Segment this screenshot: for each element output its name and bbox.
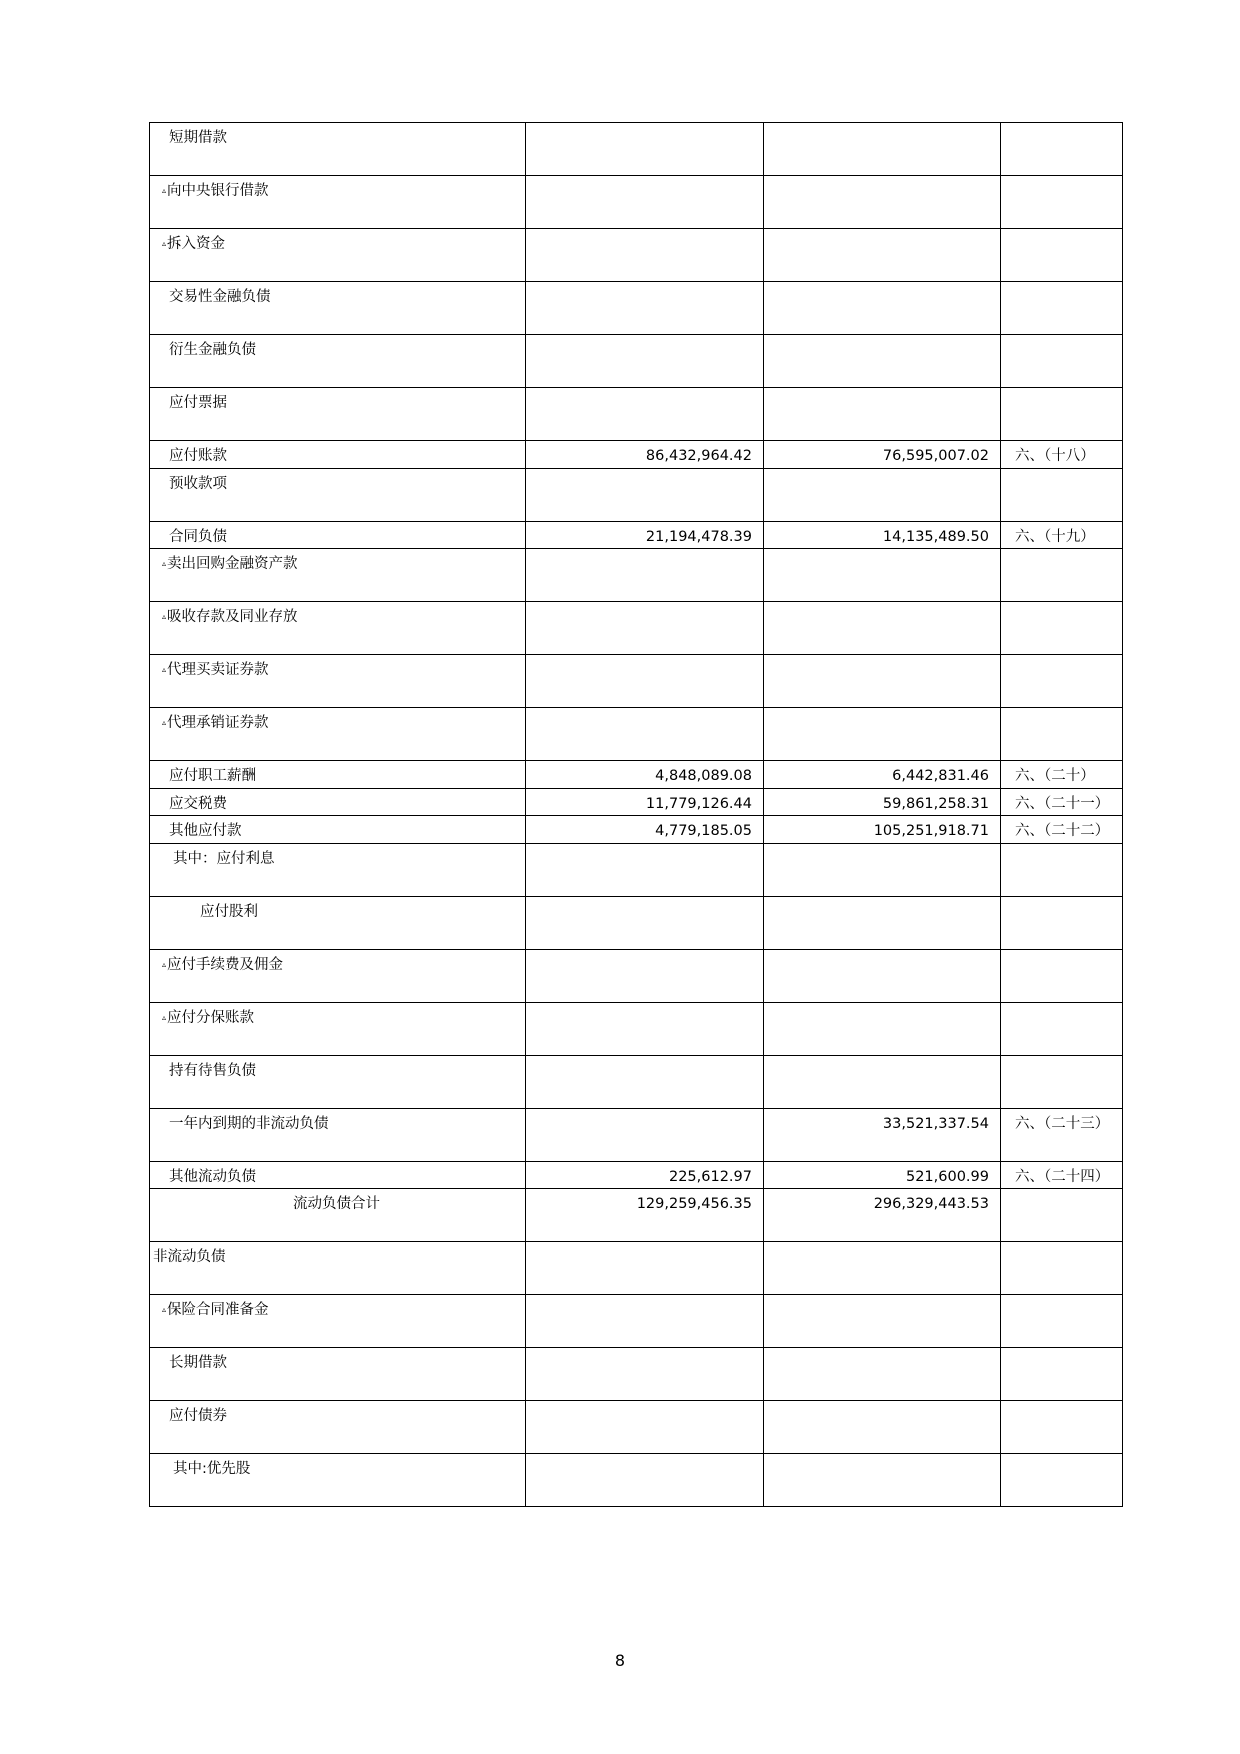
table-cell <box>150 388 526 441</box>
note-ref <box>1001 229 1122 235</box>
item-name: ▵ 应付手续费及佣金 <box>150 950 525 974</box>
table-cell <box>526 655 764 708</box>
item-name: 非流动负债 <box>153 1249 226 1265</box>
note-ref <box>1001 1242 1122 1248</box>
note-ref <box>1001 655 1122 661</box>
table-cell <box>764 708 1001 761</box>
current-amount: 4,779,185.05 <box>655 823 752 839</box>
item-name: 应付票据 <box>169 395 227 411</box>
table-cell <box>1001 282 1123 335</box>
item-name: 衍生金融负债 <box>169 342 256 358</box>
table-cell <box>526 1295 764 1348</box>
table-cell <box>526 1055 764 1108</box>
current-amount <box>526 1003 763 1009</box>
table-cell <box>526 123 764 176</box>
table-row <box>150 468 1123 521</box>
table-cell <box>526 521 764 549</box>
note-ref <box>1001 1003 1122 1009</box>
table-cell <box>764 655 1001 708</box>
previous-amount <box>764 1401 1000 1407</box>
table-cell <box>150 1348 526 1401</box>
table-cell <box>764 229 1001 282</box>
previous-amount <box>764 708 1000 714</box>
table-cell <box>526 1002 764 1055</box>
item-name: 流动负债合计 <box>293 1196 380 1212</box>
previous-amount <box>764 950 1000 956</box>
table-cell <box>764 441 1001 469</box>
table-cell <box>1001 896 1123 949</box>
table-row <box>150 655 1123 708</box>
previous-amount: 296,329,443.53 <box>873 1196 989 1212</box>
item-name: 预收款项 <box>169 475 227 492</box>
note-ref <box>1001 1454 1122 1460</box>
current-amount <box>526 655 763 661</box>
current-amount <box>526 1295 763 1301</box>
table-cell <box>150 1242 526 1295</box>
item-name: 其他应付款 <box>169 823 242 839</box>
table-cell <box>526 602 764 655</box>
table-cell <box>1001 1348 1123 1401</box>
table-cell <box>150 816 526 844</box>
previous-amount <box>764 176 1000 182</box>
note-ref <box>1001 1401 1122 1407</box>
table-cell <box>526 896 764 949</box>
table-cell <box>526 282 764 335</box>
item-name: 一年内到期的非流动负债 <box>169 1115 329 1132</box>
table-cell <box>150 1295 526 1348</box>
table-cell <box>764 521 1001 549</box>
table-row <box>150 1454 1123 1507</box>
note-ref <box>1001 708 1122 714</box>
table-row <box>150 176 1123 229</box>
table-row <box>150 441 1123 469</box>
table-cell <box>150 1055 526 1108</box>
table-cell <box>150 843 526 896</box>
current-amount: 86,432,964.42 <box>645 448 752 464</box>
current-amount <box>526 469 763 475</box>
table-row <box>150 1002 1123 1055</box>
item-name: ▵ 应付分保账款 <box>150 1003 525 1027</box>
table-cell <box>1001 335 1123 388</box>
table-cell <box>526 949 764 1002</box>
table-row <box>150 896 1123 949</box>
table-row <box>150 1401 1123 1454</box>
item-name: 合同负债 <box>169 528 227 545</box>
table-cell <box>1001 816 1123 844</box>
table-cell <box>764 1055 1001 1108</box>
item-name: ▵ 代理承销证券款 <box>150 708 525 732</box>
table-cell <box>526 788 764 816</box>
note-ref: 六、（二十三） <box>1015 1115 1110 1132</box>
balance-sheet-body <box>150 123 1123 1507</box>
note-ref <box>1001 335 1122 341</box>
current-amount <box>526 388 763 394</box>
table-cell <box>764 1295 1001 1348</box>
table-cell <box>526 1401 764 1454</box>
table-row <box>150 1242 1123 1295</box>
note-ref: 六、（十八） <box>1015 448 1095 464</box>
table-cell <box>764 1161 1001 1189</box>
previous-amount <box>764 602 1000 608</box>
table-cell <box>526 335 764 388</box>
table-cell <box>526 1189 764 1242</box>
table-row <box>150 1295 1123 1348</box>
table-row <box>150 708 1123 761</box>
table-row <box>150 949 1123 1002</box>
table-cell <box>150 441 526 469</box>
table-row <box>150 1108 1123 1161</box>
table-cell <box>150 1161 526 1189</box>
table-cell <box>150 549 526 602</box>
table-cell <box>1001 655 1123 708</box>
table-cell <box>526 1242 764 1295</box>
note-ref <box>1001 1189 1122 1195</box>
table-cell <box>1001 1242 1123 1295</box>
current-amount <box>526 950 763 956</box>
table-cell <box>764 388 1001 441</box>
table-row <box>150 788 1123 816</box>
table-cell <box>526 441 764 469</box>
table-cell <box>764 335 1001 388</box>
item-name: 应交税费 <box>169 795 227 812</box>
previous-amount <box>764 229 1000 235</box>
previous-amount: 14,135,489.50 <box>882 528 989 545</box>
current-amount <box>526 844 763 850</box>
table-cell <box>1001 176 1123 229</box>
previous-amount <box>764 388 1000 394</box>
current-amount <box>526 1348 763 1354</box>
table-cell <box>526 708 764 761</box>
table-cell <box>1001 441 1123 469</box>
table-cell <box>526 549 764 602</box>
table-cell <box>764 896 1001 949</box>
table-cell <box>526 761 764 789</box>
item-name: 其中：应付利息 <box>173 850 275 867</box>
table-cell <box>150 1002 526 1055</box>
table-cell <box>1001 1161 1123 1189</box>
previous-amount: 521,600.99 <box>905 1168 989 1185</box>
table-cell <box>764 816 1001 844</box>
item-name: ▵ 吸收存款及同业存放 <box>150 602 525 626</box>
current-amount <box>526 549 763 555</box>
current-amount: 21,194,478.39 <box>645 528 752 545</box>
table-cell <box>150 123 526 176</box>
table-cell <box>764 1348 1001 1401</box>
table-cell <box>526 1108 764 1161</box>
table-row <box>150 1161 1123 1189</box>
current-amount: 11,779,126.44 <box>645 795 752 812</box>
table-cell <box>150 949 526 1002</box>
current-amount <box>526 1056 763 1062</box>
table-cell <box>150 335 526 388</box>
current-amount <box>526 1109 763 1115</box>
previous-amount <box>764 1348 1000 1354</box>
previous-amount <box>764 549 1000 555</box>
note-ref <box>1001 1056 1122 1062</box>
table-cell <box>764 549 1001 602</box>
table-cell <box>764 843 1001 896</box>
note-ref <box>1001 388 1122 394</box>
table-cell <box>526 176 764 229</box>
table-cell <box>764 176 1001 229</box>
table-row <box>150 282 1123 335</box>
table-row <box>150 335 1123 388</box>
current-amount: 225,612.97 <box>668 1168 752 1185</box>
table-cell <box>1001 1189 1123 1242</box>
table-cell <box>526 388 764 441</box>
table-row <box>150 843 1123 896</box>
previous-amount <box>764 1003 1000 1009</box>
current-amount <box>526 708 763 714</box>
previous-amount: 76,595,007.02 <box>882 448 989 464</box>
current-amount <box>526 1454 763 1460</box>
table-cell <box>150 761 526 789</box>
current-amount <box>526 1401 763 1407</box>
table-cell <box>150 521 526 549</box>
item-name: ▵ 卖出回购金融资产款 <box>150 549 525 573</box>
note-ref: 六、（二十二） <box>1015 823 1110 839</box>
current-amount <box>526 123 763 129</box>
current-amount <box>526 229 763 235</box>
note-ref <box>1001 282 1122 288</box>
table-cell <box>1001 549 1123 602</box>
balance-sheet-table <box>149 122 1123 1507</box>
table-row <box>150 602 1123 655</box>
table-cell <box>764 1108 1001 1161</box>
note-ref <box>1001 176 1122 182</box>
table-row <box>150 1348 1123 1401</box>
note-ref <box>1001 950 1122 956</box>
table-cell <box>1001 843 1123 896</box>
table-cell <box>526 1454 764 1507</box>
table-row <box>150 1055 1123 1108</box>
table-cell <box>150 655 526 708</box>
table-row <box>150 388 1123 441</box>
table-cell <box>1001 229 1123 282</box>
note-ref <box>1001 469 1122 475</box>
table-cell <box>1001 468 1123 521</box>
table-cell <box>1001 1454 1123 1507</box>
note-ref: 六、（二十一） <box>1015 795 1110 812</box>
table-cell <box>1001 1401 1123 1454</box>
previous-amount: 6,442,831.46 <box>892 768 989 784</box>
page-number: 8 <box>614 1651 626 1670</box>
table-cell <box>150 1401 526 1454</box>
item-name: 其中:优先股 <box>173 1461 251 1477</box>
table-cell <box>150 708 526 761</box>
table-row <box>150 1189 1123 1242</box>
table-cell <box>1001 788 1123 816</box>
table-cell <box>1001 708 1123 761</box>
table-row <box>150 521 1123 549</box>
table-cell <box>764 282 1001 335</box>
item-name: 应付债券 <box>169 1408 227 1424</box>
previous-amount <box>764 897 1000 903</box>
table-cell <box>1001 602 1123 655</box>
note-ref <box>1001 844 1122 850</box>
table-cell <box>1001 1055 1123 1108</box>
table-cell <box>150 896 526 949</box>
note-ref <box>1001 1295 1122 1301</box>
item-name: 应付股利 <box>200 903 258 920</box>
table-cell <box>1001 761 1123 789</box>
previous-amount <box>764 335 1000 341</box>
table-cell <box>150 602 526 655</box>
table-cell <box>764 1454 1001 1507</box>
item-name: ▵ 拆入资金 <box>150 229 525 253</box>
previous-amount <box>764 1242 1000 1248</box>
table-cell <box>764 949 1001 1002</box>
table-cell <box>150 176 526 229</box>
note-ref <box>1001 602 1122 608</box>
table-cell <box>1001 1295 1123 1348</box>
table-cell <box>526 843 764 896</box>
table-cell <box>150 788 526 816</box>
note-ref <box>1001 123 1122 129</box>
note-ref <box>1001 897 1122 903</box>
table-cell <box>526 1348 764 1401</box>
current-amount <box>526 1242 763 1248</box>
table-row <box>150 816 1123 844</box>
current-amount <box>526 176 763 182</box>
item-name: 短期借款 <box>169 130 227 146</box>
table-cell <box>526 229 764 282</box>
table-cell <box>1001 1002 1123 1055</box>
current-amount <box>526 335 763 341</box>
note-ref <box>1001 549 1122 555</box>
item-name: 持有待售负债 <box>169 1062 256 1079</box>
previous-amount <box>764 655 1000 661</box>
table-cell <box>1001 123 1123 176</box>
table-cell <box>150 229 526 282</box>
table-cell <box>764 123 1001 176</box>
table-cell <box>526 816 764 844</box>
table-cell <box>764 1401 1001 1454</box>
table-cell <box>150 282 526 335</box>
note-ref: 六、（二十四） <box>1015 1168 1110 1185</box>
current-amount <box>526 282 763 288</box>
item-name: ▵ 向中央银行借款 <box>150 176 525 200</box>
table-cell <box>764 761 1001 789</box>
table-cell <box>526 1161 764 1189</box>
table-cell <box>1001 521 1123 549</box>
item-name: 应付职工薪酬 <box>169 768 256 784</box>
table-cell <box>764 602 1001 655</box>
item-name: ▵ 代理买卖证券款 <box>150 655 525 679</box>
previous-amount <box>764 1056 1000 1062</box>
table-cell <box>150 468 526 521</box>
table-cell <box>150 1108 526 1161</box>
table-cell <box>764 1002 1001 1055</box>
item-name: 应付账款 <box>169 448 227 464</box>
table-row <box>150 123 1123 176</box>
note-ref: 六、（十九） <box>1015 528 1095 545</box>
previous-amount: 59,861,258.31 <box>882 795 989 812</box>
previous-amount <box>764 844 1000 850</box>
table-cell <box>150 1189 526 1242</box>
previous-amount <box>764 469 1000 475</box>
previous-amount: 33,521,337.54 <box>882 1115 989 1132</box>
table-row <box>150 229 1123 282</box>
note-ref: 六、（二十） <box>1015 768 1095 784</box>
previous-amount <box>764 282 1000 288</box>
table-cell <box>1001 949 1123 1002</box>
table-row <box>150 549 1123 602</box>
table-cell <box>1001 1108 1123 1161</box>
item-name: 其他流动负债 <box>169 1168 256 1185</box>
note-ref <box>1001 1348 1122 1354</box>
previous-amount <box>764 123 1000 129</box>
table-cell <box>764 468 1001 521</box>
current-amount: 129,259,456.35 <box>636 1196 752 1212</box>
table-cell <box>150 1454 526 1507</box>
item-name: ▵ 保险合同准备金 <box>150 1295 525 1319</box>
table-cell <box>1001 388 1123 441</box>
current-amount <box>526 602 763 608</box>
table-cell <box>764 1242 1001 1295</box>
previous-amount <box>764 1454 1000 1460</box>
item-name: 交易性金融负债 <box>169 289 271 305</box>
table-cell <box>526 468 764 521</box>
table-row <box>150 761 1123 789</box>
table-cell <box>764 1189 1001 1242</box>
current-amount <box>526 897 763 903</box>
previous-amount <box>764 1295 1000 1301</box>
current-amount: 4,848,089.08 <box>655 768 752 784</box>
table-cell <box>764 788 1001 816</box>
previous-amount: 105,251,918.71 <box>873 823 989 839</box>
item-name: 长期借款 <box>169 1355 227 1371</box>
